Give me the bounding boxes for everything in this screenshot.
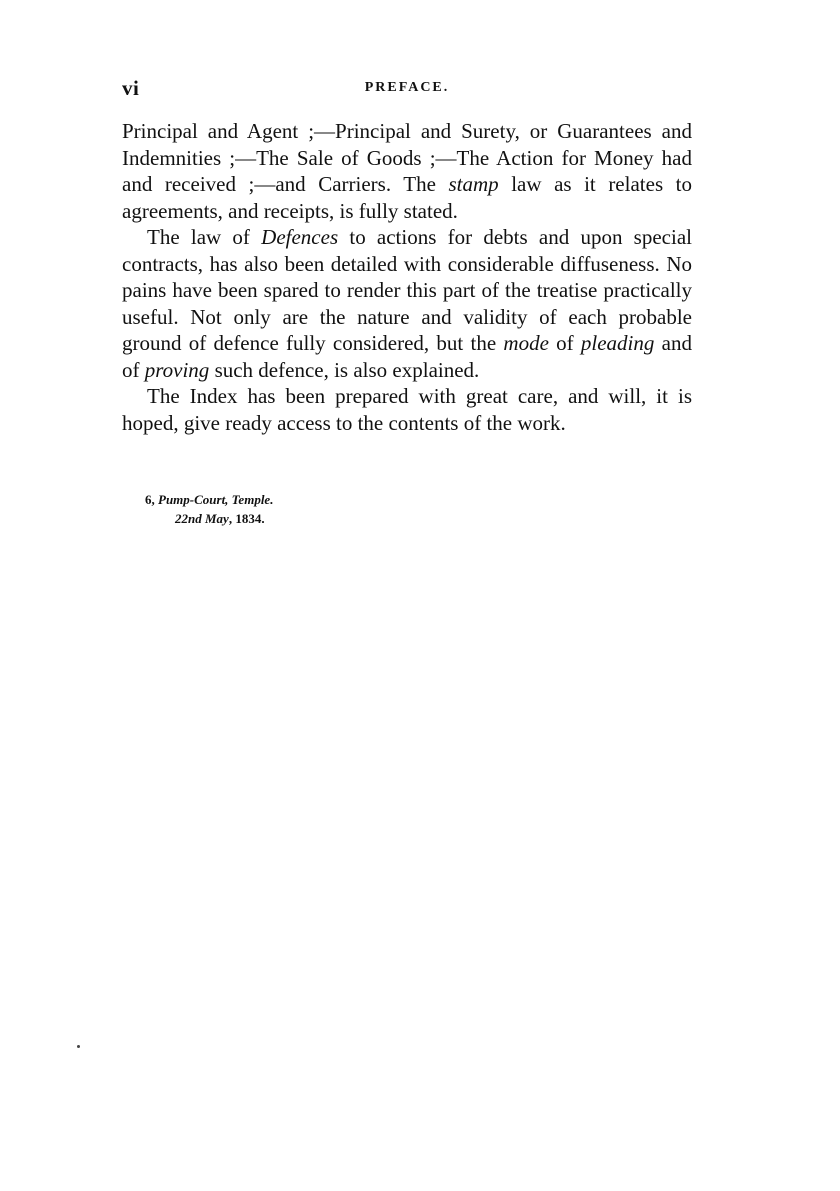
signature-block [145, 490, 273, 528]
running-title: PREFACE. [364, 80, 450, 95]
paragraph-2-italic-proving: proving [144, 357, 210, 382]
signature-date-year: , 1834. [228, 511, 265, 526]
paragraph-2-italic-pleading: pleading [580, 331, 655, 355]
paragraph-3: The Index has been prepared with great care, and will, it is hoped, give ready access to the contents of the work. [122, 384, 692, 435]
paragraph-1-italic-stamp: stamp [448, 172, 499, 196]
paragraph-2-text-b: to actions for debts and upon special contracts, has also been detailed with considerable diffuseness. No pains have been spared to render this part of the treatise practically useful. Not only are the nature and validity of each probable ground of defence fully considered, but the [122, 225, 692, 355]
page-number: vi [122, 76, 140, 100]
paragraph-1 [122, 118, 692, 224]
paragraph-2-text-a: The law of [147, 225, 262, 249]
paragraph-2-text-c: of [548, 331, 581, 355]
paper-speck [77, 1045, 80, 1048]
running-head [122, 76, 692, 102]
paragraph-2-italic-mode: mode [503, 331, 549, 355]
signature-date-day: 22nd May [175, 511, 229, 526]
signature-date [145, 509, 273, 528]
paragraph-1-text-b: law as it relates to agreements, and receipts, is fully stated. [122, 172, 692, 223]
paragraph-2 [122, 224, 692, 383]
paragraph-2-text-d: and of [122, 331, 692, 382]
paragraph-1-text-a: Principal and Agent ;—Principal and Surety, or Guarantees and Indemnities ;—The Sale of Goods ;—The Action for Money had and received ;—and Carriers. The [122, 119, 692, 196]
paragraph-2-italic-defences: Defences [261, 225, 339, 249]
signature-address [145, 490, 273, 509]
signature-address-place: Pump-Court, Temple. [158, 492, 274, 507]
signature-address-number: 6, [145, 492, 158, 507]
preface-body [122, 118, 692, 436]
paragraph-2-text-e: such defence, is also explained. [209, 357, 480, 382]
